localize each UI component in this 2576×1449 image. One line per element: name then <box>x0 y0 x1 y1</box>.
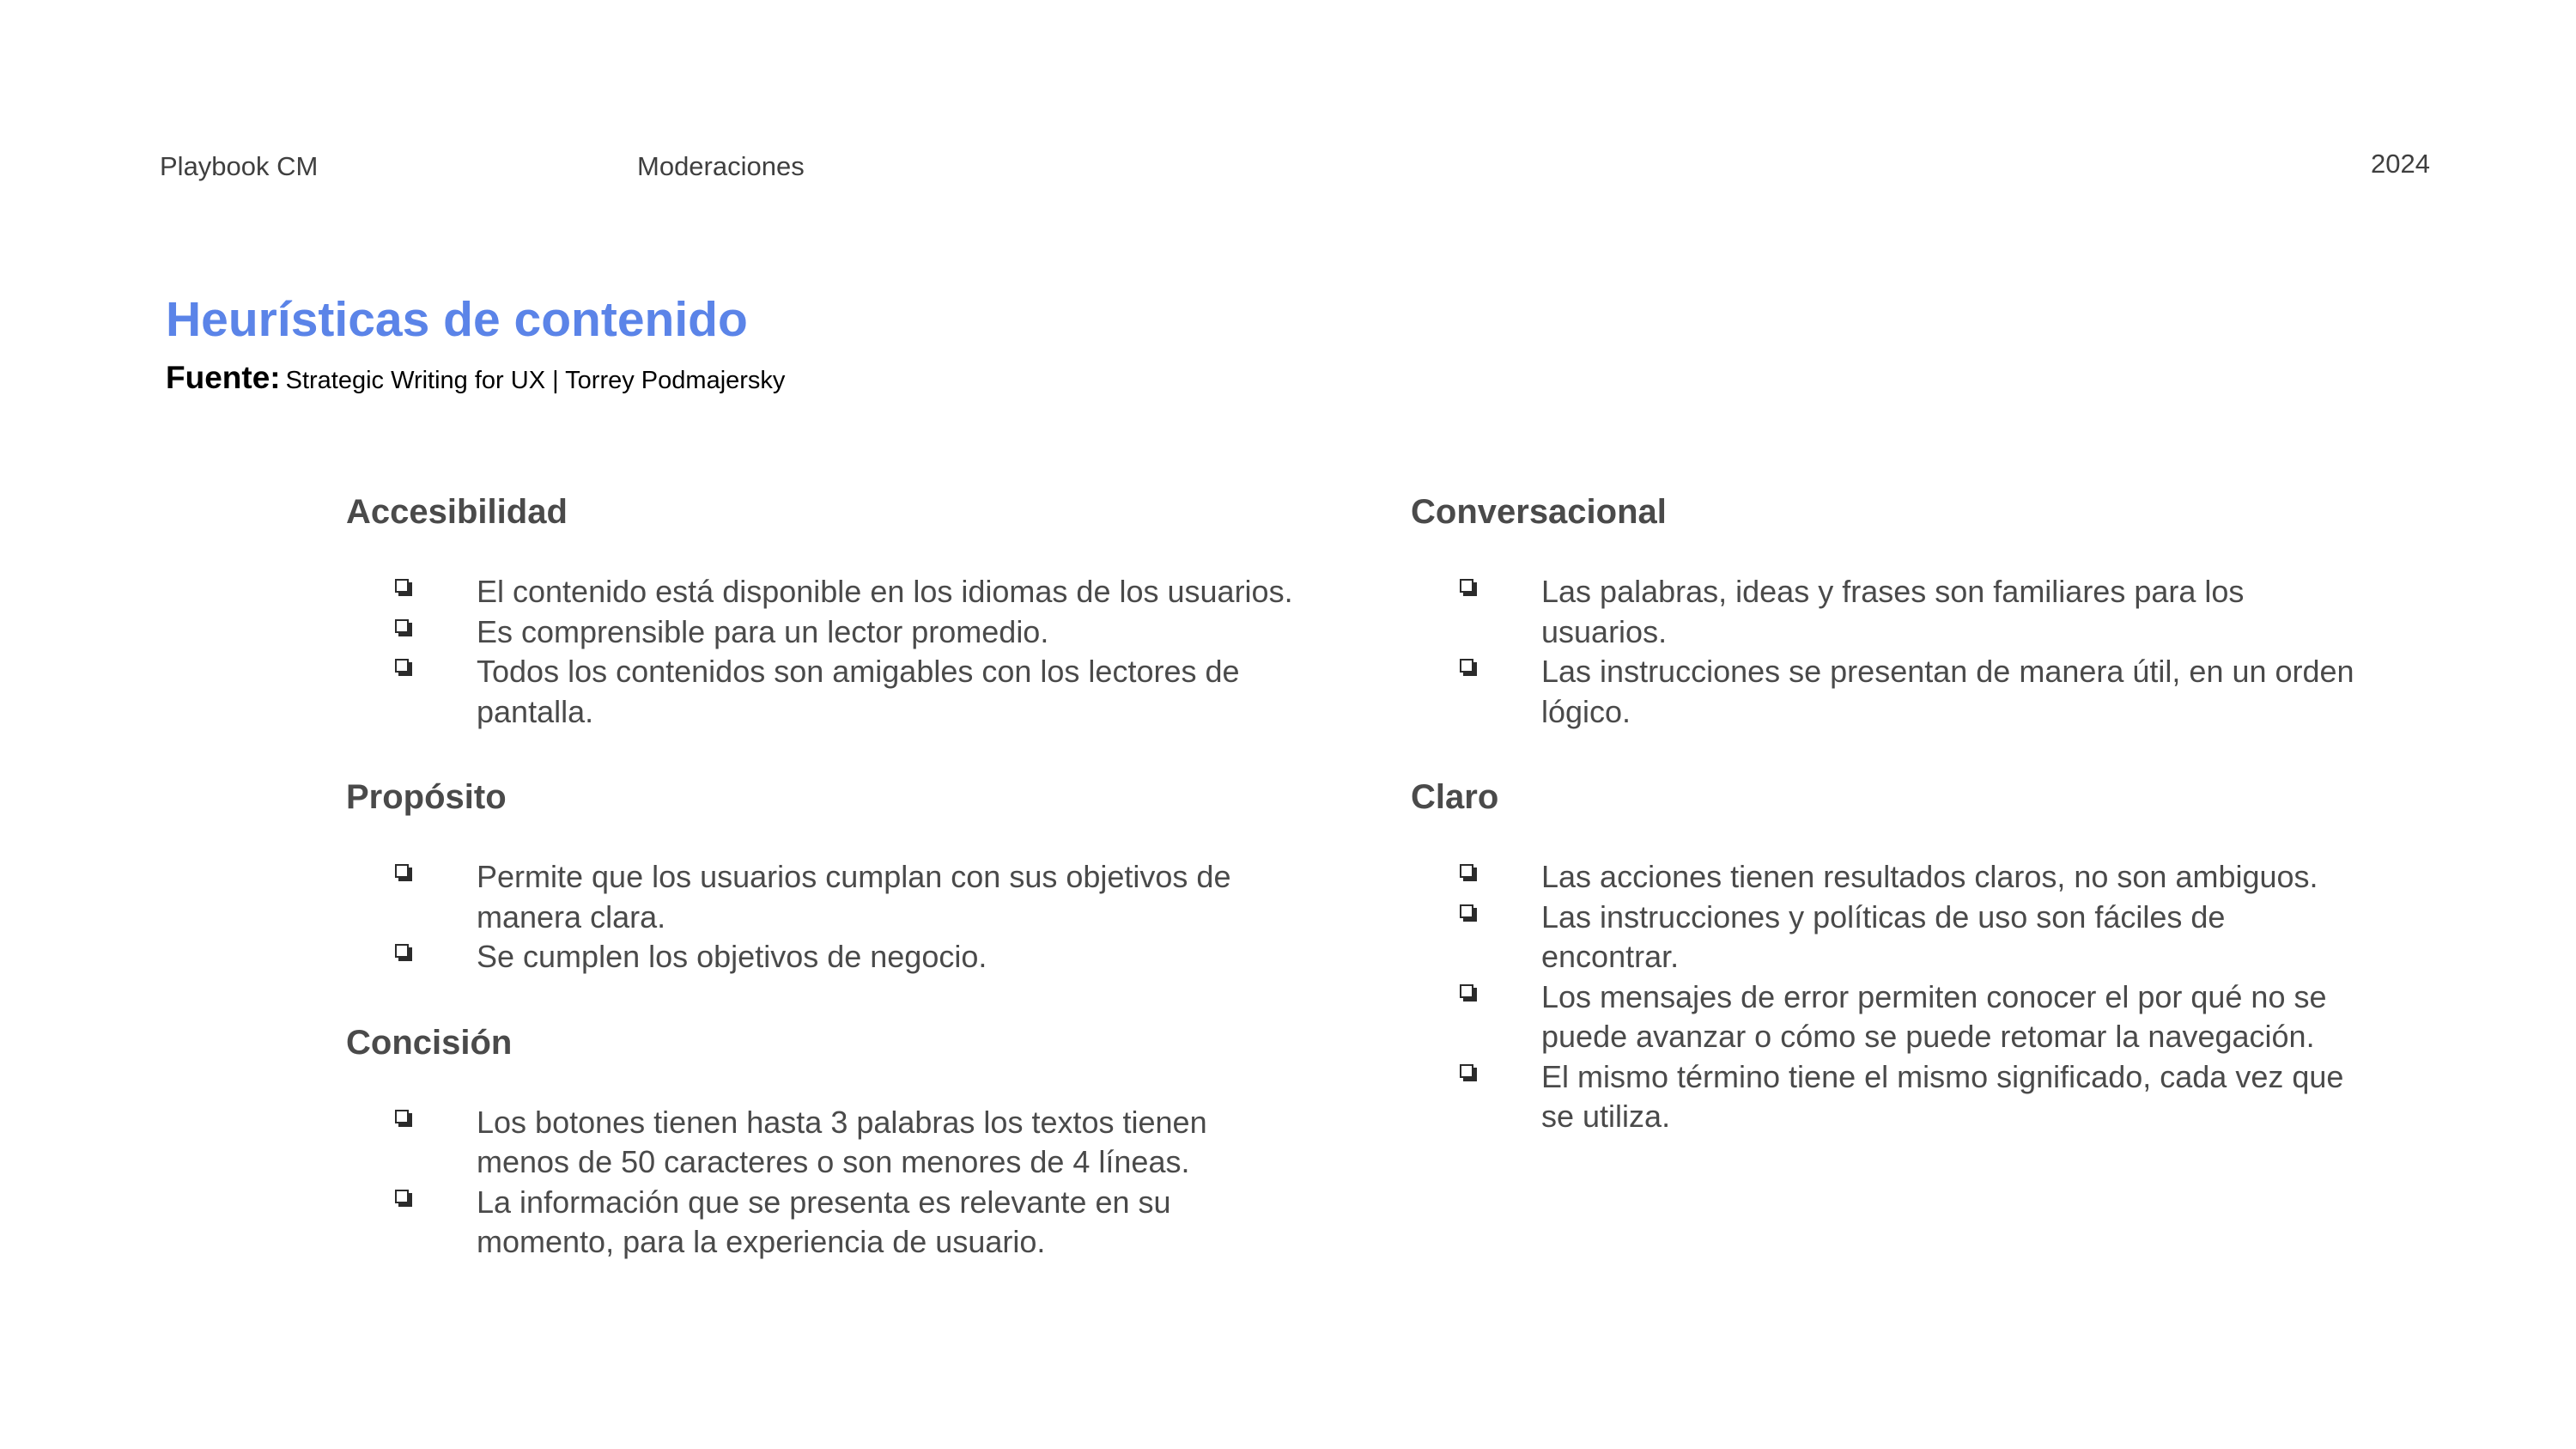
checklist-item <box>346 937 1297 977</box>
section-title: Accesibilidad <box>346 493 568 531</box>
section-conversacional <box>1411 491 2372 732</box>
checklist-item <box>346 857 1297 937</box>
checklist-item-text: La información que se presenta es relevante en su momento, para la experiencia de usuario. <box>477 1184 1171 1259</box>
checklist <box>346 857 1308 977</box>
section-title: Claro <box>1411 778 1499 816</box>
checklist-item-text: Las palabras, ideas y frases son familiares para los usuarios. <box>1541 574 2245 649</box>
checklist-item <box>346 1103 1297 1183</box>
checklist-item <box>1411 652 2361 732</box>
checklist <box>1411 572 2372 732</box>
source-text: Strategic Writing for UX | Torrey Podmajersky <box>285 367 786 394</box>
checklist-item <box>346 1183 1297 1263</box>
checkbox-bullet-icon <box>1460 579 1477 596</box>
checklist-item <box>1411 977 2361 1057</box>
checklist-item-text: El mismo término tiene el mismo significado, cada vez que se utiliza. <box>1541 1058 2344 1134</box>
checkbox-bullet-icon <box>395 864 412 881</box>
section-accesibilidad <box>346 491 1308 732</box>
page-title: Heurísticas de contenido <box>166 292 748 347</box>
section-title: Concisión <box>346 1023 513 1062</box>
checklist-item-text: Permite que los usuarios cumplan con sus objetivos de manera clara. <box>477 859 1231 935</box>
checkbox-bullet-icon <box>1460 659 1477 676</box>
checklist-item-text: Los mensajes de error permiten conocer el por qué no se puede avanzar o cómo se puede retomar la navegación. <box>1541 978 2327 1054</box>
checklist-item-text: Es comprensible para un lector promedio. <box>477 613 1049 649</box>
checkbox-bullet-icon <box>1460 1064 1477 1081</box>
checkbox-bullet-icon <box>395 659 412 676</box>
source-line <box>166 359 785 404</box>
checklist-item-text: Las instrucciones y políticas de uso son fáciles de encontrar. <box>1541 898 2226 974</box>
checklist <box>346 572 1308 732</box>
header-playbook: Playbook CM <box>160 151 319 181</box>
right-column <box>1411 491 2372 1137</box>
section-claro <box>1411 776 2372 1137</box>
checklist-item-text: Se cumplen los objetivos de negocio. <box>477 939 987 974</box>
checkbox-bullet-icon <box>1460 864 1477 881</box>
checkbox-bullet-icon <box>1460 984 1477 1002</box>
checklist-item <box>346 572 1297 612</box>
checklist-item <box>346 652 1297 732</box>
checkbox-bullet-icon <box>395 1190 412 1207</box>
section-concision <box>346 1022 1308 1263</box>
checklist-item-text: Las acciones tienen resultados claros, no son ambiguos. <box>1541 859 2318 894</box>
checkbox-bullet-icon <box>395 944 412 961</box>
section-title: Propósito <box>346 778 507 816</box>
checklist-item-text: Todos los contenidos son amigables con los lectores de pantalla. <box>477 654 1240 729</box>
checklist-item <box>1411 898 2361 977</box>
left-column <box>346 491 1308 1263</box>
header-year: 2024 <box>2371 149 2430 179</box>
checkbox-bullet-icon <box>395 619 412 636</box>
checklist-item <box>1411 1057 2361 1137</box>
checklist-item-text: Las instrucciones se presentan de manera útil, en un orden lógico. <box>1541 654 2354 729</box>
checklist-item <box>1411 572 2361 652</box>
header-section: Moderaciones <box>637 151 805 181</box>
checklist-item-text: El contenido está disponible en los idiomas de los usuarios. <box>477 574 1293 609</box>
checkbox-bullet-icon <box>395 1110 412 1127</box>
checklist-item <box>346 612 1297 653</box>
checkbox-bullet-icon <box>1460 904 1477 922</box>
checklist-item-text: Los botones tienen hasta 3 palabras los textos tienen menos de 50 caracteres o son menores de 4 líneas. <box>477 1104 1207 1179</box>
checklist-item <box>1411 857 2361 898</box>
checklist <box>346 1103 1308 1263</box>
section-title: Conversacional <box>1411 493 1667 531</box>
checkbox-bullet-icon <box>395 579 412 596</box>
source-label: Fuente: <box>166 360 281 395</box>
section-proposito <box>346 776 1308 977</box>
checklist <box>1411 857 2372 1137</box>
